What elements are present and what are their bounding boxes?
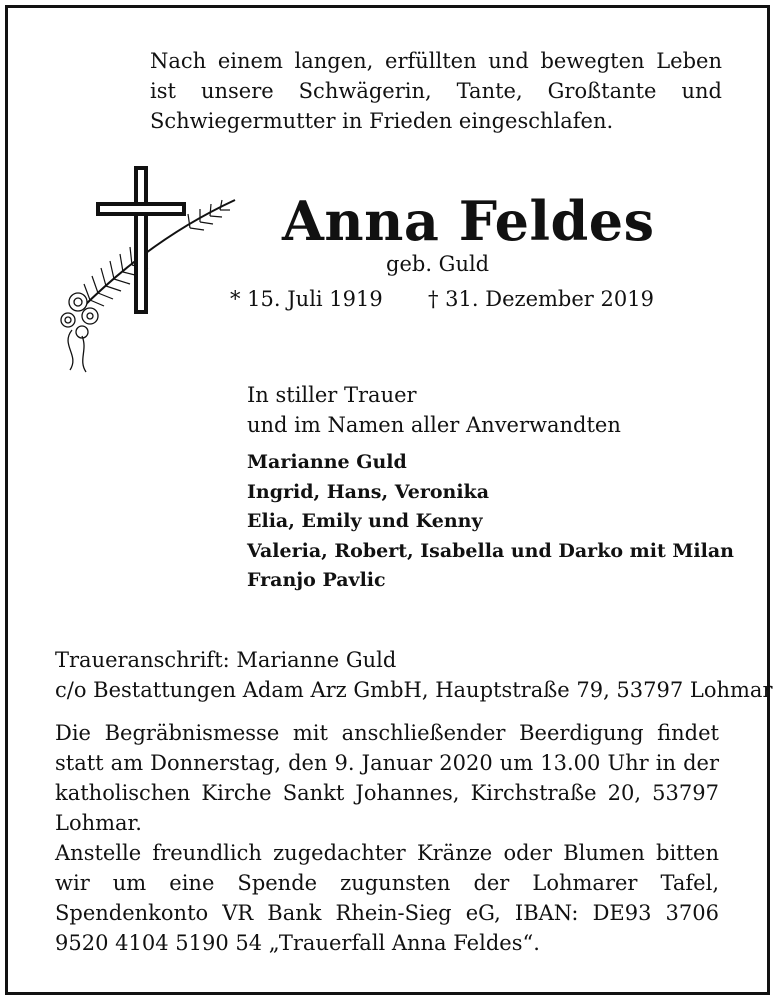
mourner-name: Marianne Guld [247,451,407,473]
funeral-mass-text: Die Begräbnismesse mit anschließender Beerdigung findet statt am Donnerstag, den 9. Januar 2020 um 13.00 Uhr in der katholischen Kirche Sankt Johannes, Kirchstraße 20, 53797 Lohmar. [55,721,719,835]
mourning-line-1: In stiller Trauer [247,383,417,407]
birth-name: geb. Guld [386,252,490,276]
deceased-name: Anna Feldes [282,189,655,253]
death-date: † 31. Dezember 2019 [428,287,654,311]
mourner-name: Valeria, Robert, Isabella und Darko mit Milan [247,539,734,562]
intro-text: Nach einem langen, erfüllten und bewegten Leben ist unsere Schwägerin, Tante, Großtante und Schwiegermutter in Frieden eingeschlafen. [150,49,722,133]
cross-with-palm-icon [50,160,245,380]
mourner-name: Elia, Emily und Kenny [247,510,483,532]
address-line-2: c/o Bestattungen Adam Arz GmbH, Hauptstraße 79, 53797 Lohmar [55,678,773,702]
mourner-name: Ingrid, Hans, Veronika [247,480,490,503]
address-line-1: Traueranschrift: Marianne Guld [55,648,397,672]
mourning-intro [247,380,621,440]
mourning-address [55,645,773,705]
mourner-list [247,448,734,596]
mourner-name: Franjo Pavlic [247,569,386,591]
mourning-line-2: und im Namen aller Anverwandten [247,413,621,437]
donation-text: Anstelle freundlich zugedachter Kränze oder Blumen bitten wir um eine Spende zugunsten der Lohmarer Tafel, Spendenkonto VR Bank Rhein-Sieg eG, IBAN: DE93 3706 9520 4104 5190 54 „Trauerfall Anna Feldes“. [55,841,719,955]
birth-date: * 15. Juli 1919 [230,287,383,311]
